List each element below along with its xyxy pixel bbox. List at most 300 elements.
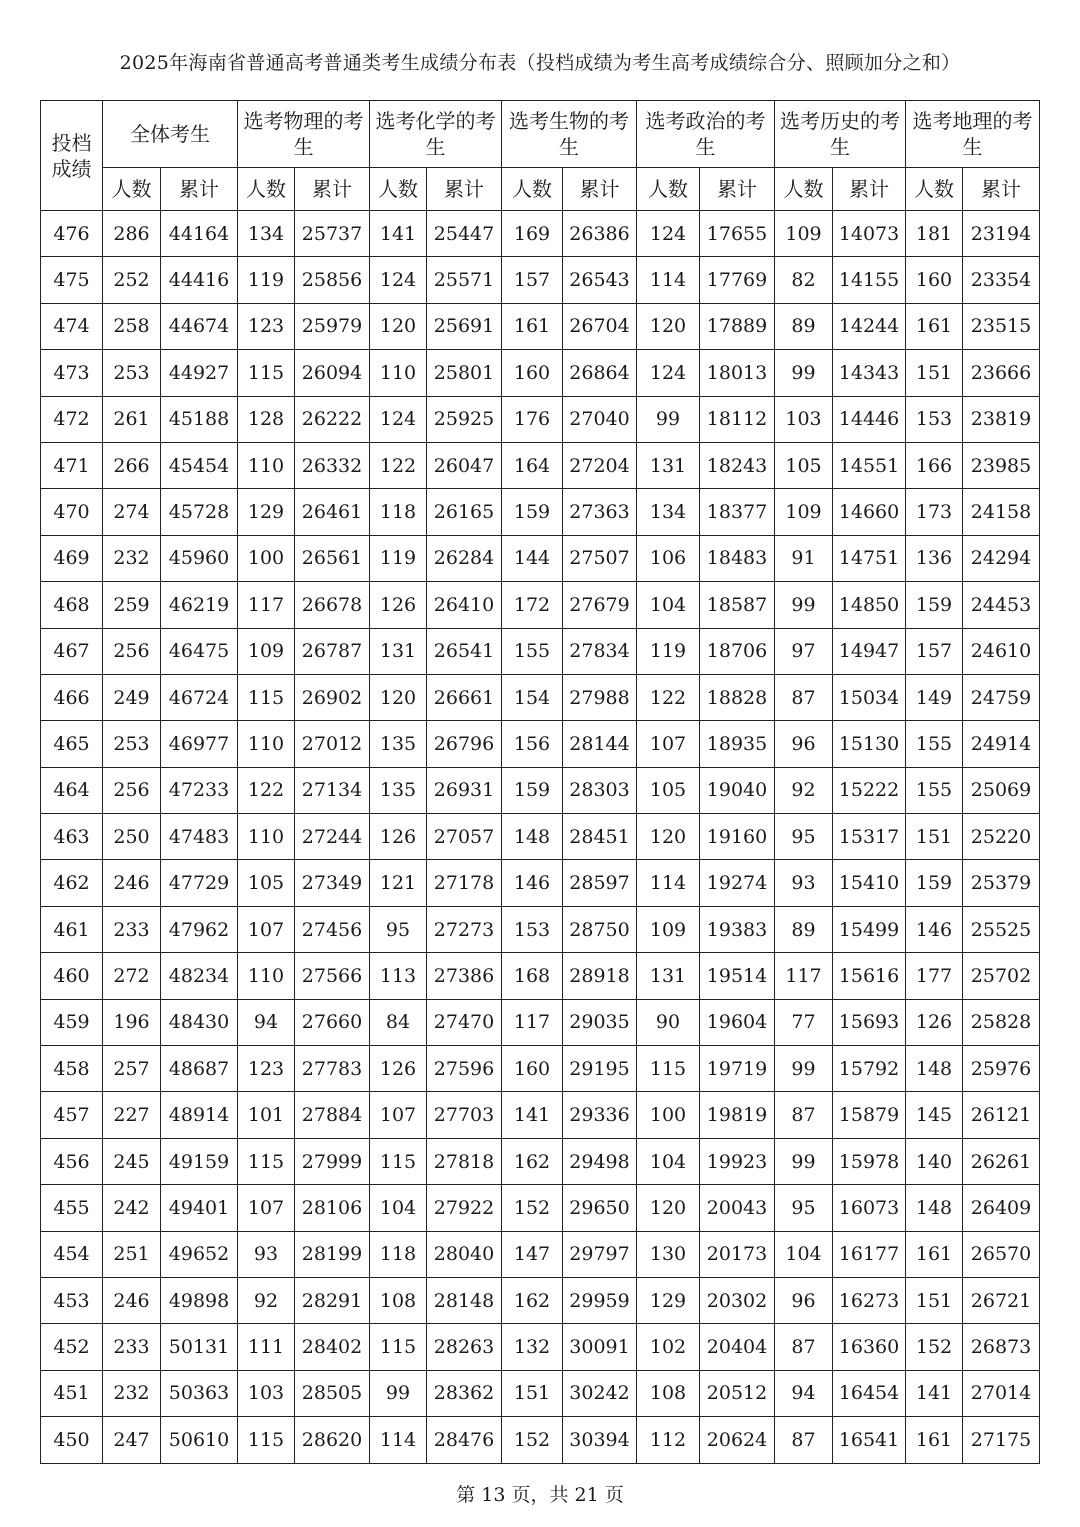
count-cell: 141 — [906, 1370, 963, 1416]
count-cell: 169 — [502, 211, 563, 257]
table-row — [41, 303, 1040, 349]
count-cell: 166 — [906, 442, 963, 488]
count-cell: 177 — [906, 953, 963, 999]
score-cell: 467 — [41, 628, 103, 674]
cumulative-cell: 19514 — [700, 953, 775, 999]
count-cell: 126 — [370, 582, 427, 628]
count-cell: 100 — [238, 535, 295, 581]
cumulative-cell: 27349 — [295, 860, 370, 906]
count-cell: 109 — [637, 906, 700, 952]
cumulative-cell: 47233 — [161, 767, 238, 813]
count-cell: 251 — [103, 1231, 161, 1277]
count-cell: 147 — [502, 1231, 563, 1277]
cumulative-cell: 26094 — [295, 350, 370, 396]
count-cell: 99 — [637, 396, 700, 442]
count-header: 人数 — [370, 168, 427, 211]
count-cell: 90 — [637, 999, 700, 1045]
count-cell: 246 — [103, 1277, 161, 1323]
count-cell: 245 — [103, 1138, 161, 1184]
cumulative-cell: 27057 — [427, 814, 502, 860]
table-row — [41, 582, 1040, 628]
count-cell: 99 — [775, 350, 833, 396]
table-row — [41, 860, 1040, 906]
cumulative-cell: 26121 — [963, 1092, 1040, 1138]
cumulative-cell: 24610 — [963, 628, 1040, 674]
count-header: 人数 — [502, 168, 563, 211]
count-cell: 160 — [906, 257, 963, 303]
count-cell: 148 — [906, 1185, 963, 1231]
cumulative-cell: 28144 — [563, 721, 637, 767]
group-header: 选考物理的考生 — [238, 101, 370, 168]
cumulative-cell: 25525 — [963, 906, 1040, 952]
cumulative-cell: 27988 — [563, 674, 637, 720]
count-cell: 92 — [238, 1277, 295, 1323]
count-cell: 110 — [370, 350, 427, 396]
count-cell: 104 — [370, 1185, 427, 1231]
cumulative-header: 累计 — [161, 168, 238, 211]
count-cell: 115 — [238, 674, 295, 720]
count-cell: 232 — [103, 535, 161, 581]
cumulative-cell: 18013 — [700, 350, 775, 396]
count-header: 人数 — [906, 168, 963, 211]
cumulative-cell: 20624 — [700, 1417, 775, 1463]
count-cell: 94 — [238, 999, 295, 1045]
cumulative-cell: 25828 — [963, 999, 1040, 1045]
cumulative-cell: 45188 — [161, 396, 238, 442]
cumulative-cell: 15792 — [833, 1046, 906, 1092]
score-cell: 454 — [41, 1231, 103, 1277]
document-title: 2025年海南省普通高考普通类考生成绩分布表（投档成绩为考生高考成绩综合分、照顾加分之和） — [119, 52, 961, 74]
count-cell: 114 — [637, 257, 700, 303]
count-header: 人数 — [637, 168, 700, 211]
score-header-label: 投档成绩 — [51, 130, 92, 181]
score-cell: 462 — [41, 860, 103, 906]
count-cell: 157 — [906, 628, 963, 674]
count-cell: 146 — [906, 906, 963, 952]
count-cell: 100 — [637, 1092, 700, 1138]
cumulative-cell: 14155 — [833, 257, 906, 303]
score-cell: 460 — [41, 953, 103, 999]
table-row — [41, 674, 1040, 720]
cumulative-cell: 26222 — [295, 396, 370, 442]
cumulative-cell: 18112 — [700, 396, 775, 442]
cumulative-cell: 26678 — [295, 582, 370, 628]
table-row — [41, 906, 1040, 952]
count-header: 人数 — [238, 168, 295, 211]
count-cell: 91 — [775, 535, 833, 581]
cumulative-cell: 49652 — [161, 1231, 238, 1277]
cumulative-cell: 26704 — [563, 303, 637, 349]
count-cell: 161 — [906, 1231, 963, 1277]
cumulative-cell: 29498 — [563, 1138, 637, 1184]
cumulative-cell: 14343 — [833, 350, 906, 396]
cumulative-cell: 26931 — [427, 767, 502, 813]
score-header — [41, 101, 103, 211]
count-cell: 105 — [775, 442, 833, 488]
count-cell: 135 — [370, 721, 427, 767]
count-cell: 112 — [637, 1417, 700, 1463]
cumulative-cell: 46475 — [161, 628, 238, 674]
count-cell: 95 — [775, 1185, 833, 1231]
score-cell: 463 — [41, 814, 103, 860]
count-cell: 84 — [370, 999, 427, 1045]
count-cell: 99 — [775, 582, 833, 628]
cumulative-cell: 27178 — [427, 860, 502, 906]
count-cell: 286 — [103, 211, 161, 257]
cumulative-cell: 15034 — [833, 674, 906, 720]
cumulative-cell: 49898 — [161, 1277, 238, 1323]
cumulative-cell: 25220 — [963, 814, 1040, 860]
count-cell: 114 — [637, 860, 700, 906]
count-cell: 151 — [906, 350, 963, 396]
count-cell: 115 — [238, 350, 295, 396]
count-header: 人数 — [103, 168, 161, 211]
count-cell: 227 — [103, 1092, 161, 1138]
cumulative-cell: 48687 — [161, 1046, 238, 1092]
cumulative-cell: 19819 — [700, 1092, 775, 1138]
cumulative-cell: 28476 — [427, 1417, 502, 1463]
count-cell: 99 — [370, 1370, 427, 1416]
count-cell: 131 — [637, 953, 700, 999]
cumulative-cell: 23985 — [963, 442, 1040, 488]
cumulative-cell: 20404 — [700, 1324, 775, 1370]
cumulative-cell: 27456 — [295, 906, 370, 952]
count-cell: 159 — [502, 489, 563, 535]
count-cell: 119 — [238, 257, 295, 303]
count-cell: 181 — [906, 211, 963, 257]
score-cell: 459 — [41, 999, 103, 1045]
count-cell: 140 — [906, 1138, 963, 1184]
count-cell: 121 — [370, 860, 427, 906]
cumulative-cell: 29195 — [563, 1046, 637, 1092]
table-row — [41, 1417, 1040, 1463]
cumulative-cell: 50131 — [161, 1324, 238, 1370]
count-cell: 233 — [103, 1324, 161, 1370]
cumulative-cell: 16273 — [833, 1277, 906, 1323]
count-cell: 122 — [238, 767, 295, 813]
cumulative-cell: 28597 — [563, 860, 637, 906]
cumulative-cell: 26284 — [427, 535, 502, 581]
score-cell: 456 — [41, 1138, 103, 1184]
count-cell: 129 — [637, 1277, 700, 1323]
count-cell: 114 — [370, 1417, 427, 1463]
cumulative-cell: 14551 — [833, 442, 906, 488]
count-cell: 77 — [775, 999, 833, 1045]
cumulative-cell: 26721 — [963, 1277, 1040, 1323]
cumulative-cell: 48234 — [161, 953, 238, 999]
count-cell: 120 — [637, 1185, 700, 1231]
cumulative-cell: 44927 — [161, 350, 238, 396]
cumulative-cell: 27507 — [563, 535, 637, 581]
count-cell: 164 — [502, 442, 563, 488]
cumulative-cell: 27363 — [563, 489, 637, 535]
cumulative-cell: 17889 — [700, 303, 775, 349]
group-header: 选考化学的考生 — [370, 101, 502, 168]
group-header: 选考历史的考生 — [775, 101, 906, 168]
count-cell: 141 — [502, 1092, 563, 1138]
cumulative-cell: 19923 — [700, 1138, 775, 1184]
count-cell: 111 — [238, 1324, 295, 1370]
cumulative-cell: 28750 — [563, 906, 637, 952]
count-cell: 93 — [238, 1231, 295, 1277]
cumulative-cell: 16360 — [833, 1324, 906, 1370]
cumulative-cell: 25925 — [427, 396, 502, 442]
page-number: 第 13 页，共 21 页 — [456, 1484, 624, 1506]
count-cell: 256 — [103, 628, 161, 674]
cumulative-cell: 46219 — [161, 582, 238, 628]
cumulative-cell: 14850 — [833, 582, 906, 628]
score-cell: 473 — [41, 350, 103, 396]
count-cell: 120 — [370, 303, 427, 349]
cumulative-cell: 26409 — [963, 1185, 1040, 1231]
score-cell: 472 — [41, 396, 103, 442]
count-cell: 258 — [103, 303, 161, 349]
cumulative-cell: 23354 — [963, 257, 1040, 303]
cumulative-cell: 26541 — [427, 628, 502, 674]
count-cell: 128 — [238, 396, 295, 442]
count-cell: 124 — [370, 396, 427, 442]
cumulative-cell: 15410 — [833, 860, 906, 906]
table-row — [41, 489, 1040, 535]
cumulative-cell: 24453 — [963, 582, 1040, 628]
count-cell: 89 — [775, 303, 833, 349]
cumulative-cell: 24158 — [963, 489, 1040, 535]
count-cell: 256 — [103, 767, 161, 813]
count-cell: 110 — [238, 953, 295, 999]
cumulative-cell: 25069 — [963, 767, 1040, 813]
count-cell: 141 — [370, 211, 427, 257]
cumulative-cell: 25447 — [427, 211, 502, 257]
table-row — [41, 1138, 1040, 1184]
cumulative-cell: 18935 — [700, 721, 775, 767]
cumulative-cell: 27014 — [963, 1370, 1040, 1416]
cumulative-cell: 27175 — [963, 1417, 1040, 1463]
count-cell: 110 — [238, 814, 295, 860]
group-header: 全体考生 — [103, 101, 238, 168]
score-cell: 455 — [41, 1185, 103, 1231]
count-cell: 115 — [370, 1138, 427, 1184]
count-cell: 149 — [906, 674, 963, 720]
score-cell: 453 — [41, 1277, 103, 1323]
table-row — [41, 396, 1040, 442]
cumulative-cell: 20302 — [700, 1277, 775, 1323]
cumulative-cell: 28620 — [295, 1417, 370, 1463]
cumulative-cell: 25979 — [295, 303, 370, 349]
count-cell: 274 — [103, 489, 161, 535]
cumulative-cell: 47729 — [161, 860, 238, 906]
count-cell: 152 — [502, 1185, 563, 1231]
table-row — [41, 1046, 1040, 1092]
count-cell: 87 — [775, 1092, 833, 1138]
count-cell: 124 — [637, 350, 700, 396]
cumulative-cell: 15317 — [833, 814, 906, 860]
count-cell: 104 — [637, 582, 700, 628]
cumulative-cell: 14446 — [833, 396, 906, 442]
count-cell: 162 — [502, 1138, 563, 1184]
cumulative-cell: 14073 — [833, 211, 906, 257]
cumulative-header: 累计 — [833, 168, 906, 211]
cumulative-cell: 26864 — [563, 350, 637, 396]
count-cell: 159 — [906, 860, 963, 906]
cumulative-header: 累计 — [295, 168, 370, 211]
count-cell: 146 — [502, 860, 563, 906]
cumulative-cell: 26410 — [427, 582, 502, 628]
count-cell: 266 — [103, 442, 161, 488]
group-header: 选考地理的考生 — [906, 101, 1040, 168]
score-cell: 457 — [41, 1092, 103, 1138]
cumulative-header: 累计 — [427, 168, 502, 211]
cumulative-cell: 44416 — [161, 257, 238, 303]
cumulative-cell: 23515 — [963, 303, 1040, 349]
cumulative-cell: 28106 — [295, 1185, 370, 1231]
count-cell: 122 — [370, 442, 427, 488]
cumulative-cell: 28040 — [427, 1231, 502, 1277]
count-cell: 103 — [775, 396, 833, 442]
cumulative-cell: 26902 — [295, 674, 370, 720]
cumulative-cell: 18706 — [700, 628, 775, 674]
cumulative-cell: 15499 — [833, 906, 906, 952]
table-row — [41, 350, 1040, 396]
score-cell: 452 — [41, 1324, 103, 1370]
cumulative-cell: 20043 — [700, 1185, 775, 1231]
table-row — [41, 814, 1040, 860]
cumulative-cell: 16541 — [833, 1417, 906, 1463]
cumulative-cell: 28291 — [295, 1277, 370, 1323]
count-cell: 118 — [370, 489, 427, 535]
cumulative-cell: 14660 — [833, 489, 906, 535]
count-cell: 161 — [502, 303, 563, 349]
count-cell: 129 — [238, 489, 295, 535]
count-cell: 124 — [370, 257, 427, 303]
cumulative-cell: 44674 — [161, 303, 238, 349]
count-cell: 161 — [906, 1417, 963, 1463]
count-cell: 154 — [502, 674, 563, 720]
cumulative-header: 累计 — [700, 168, 775, 211]
cumulative-cell: 46977 — [161, 721, 238, 767]
count-cell: 152 — [906, 1324, 963, 1370]
cumulative-cell: 24759 — [963, 674, 1040, 720]
cumulative-cell: 15978 — [833, 1138, 906, 1184]
count-cell: 126 — [370, 1046, 427, 1092]
cumulative-cell: 23666 — [963, 350, 1040, 396]
cumulative-cell: 25571 — [427, 257, 502, 303]
cumulative-cell: 47483 — [161, 814, 238, 860]
count-cell: 233 — [103, 906, 161, 952]
count-cell: 130 — [637, 1231, 700, 1277]
count-cell: 105 — [238, 860, 295, 906]
count-cell: 123 — [238, 1046, 295, 1092]
cumulative-cell: 26570 — [963, 1231, 1040, 1277]
count-cell: 253 — [103, 721, 161, 767]
count-cell: 107 — [238, 1185, 295, 1231]
cumulative-cell: 50363 — [161, 1370, 238, 1416]
cumulative-cell: 19274 — [700, 860, 775, 906]
cumulative-cell: 29797 — [563, 1231, 637, 1277]
score-cell: 474 — [41, 303, 103, 349]
count-cell: 196 — [103, 999, 161, 1045]
cumulative-cell: 28451 — [563, 814, 637, 860]
count-cell: 131 — [370, 628, 427, 674]
count-cell: 151 — [906, 814, 963, 860]
count-cell: 120 — [370, 674, 427, 720]
count-cell: 95 — [370, 906, 427, 952]
table-row — [41, 211, 1040, 257]
cumulative-cell: 20512 — [700, 1370, 775, 1416]
cumulative-cell: 27040 — [563, 396, 637, 442]
count-cell: 152 — [502, 1417, 563, 1463]
count-cell: 176 — [502, 396, 563, 442]
count-cell: 126 — [906, 999, 963, 1045]
table-row — [41, 1185, 1040, 1231]
score-distribution-table — [40, 100, 1040, 1464]
count-cell: 156 — [502, 721, 563, 767]
count-cell: 107 — [238, 906, 295, 952]
cumulative-cell: 25691 — [427, 303, 502, 349]
cumulative-cell: 19719 — [700, 1046, 775, 1092]
cumulative-cell: 27470 — [427, 999, 502, 1045]
cumulative-cell: 16454 — [833, 1370, 906, 1416]
cumulative-cell: 27818 — [427, 1138, 502, 1184]
count-cell: 115 — [238, 1417, 295, 1463]
cumulative-cell: 23194 — [963, 211, 1040, 257]
sub-header-row — [41, 168, 1040, 211]
cumulative-cell: 14751 — [833, 535, 906, 581]
score-cell: 476 — [41, 211, 103, 257]
cumulative-cell: 26461 — [295, 489, 370, 535]
count-cell: 123 — [238, 303, 295, 349]
cumulative-cell: 27012 — [295, 721, 370, 767]
cumulative-cell: 16073 — [833, 1185, 906, 1231]
cumulative-cell: 26873 — [963, 1324, 1040, 1370]
count-cell: 108 — [370, 1277, 427, 1323]
cumulative-cell: 26561 — [295, 535, 370, 581]
count-cell: 89 — [775, 906, 833, 952]
score-cell: 461 — [41, 906, 103, 952]
count-cell: 117 — [502, 999, 563, 1045]
cumulative-cell: 27703 — [427, 1092, 502, 1138]
count-cell: 249 — [103, 674, 161, 720]
cumulative-cell: 19383 — [700, 906, 775, 952]
count-cell: 110 — [238, 442, 295, 488]
count-cell: 131 — [637, 442, 700, 488]
cumulative-cell: 45960 — [161, 535, 238, 581]
cumulative-cell: 48430 — [161, 999, 238, 1045]
count-cell: 93 — [775, 860, 833, 906]
cumulative-cell: 15616 — [833, 953, 906, 999]
cumulative-cell: 45454 — [161, 442, 238, 488]
count-cell: 134 — [637, 489, 700, 535]
cumulative-cell: 25737 — [295, 211, 370, 257]
cumulative-cell: 45728 — [161, 489, 238, 535]
cumulative-cell: 27386 — [427, 953, 502, 999]
cumulative-cell: 28263 — [427, 1324, 502, 1370]
cumulative-cell: 27134 — [295, 767, 370, 813]
count-cell: 99 — [775, 1138, 833, 1184]
count-cell: 247 — [103, 1417, 161, 1463]
score-cell: 469 — [41, 535, 103, 581]
count-cell: 96 — [775, 1277, 833, 1323]
cumulative-cell: 27999 — [295, 1138, 370, 1184]
table-row — [41, 257, 1040, 303]
cumulative-cell: 27834 — [563, 628, 637, 674]
score-cell: 471 — [41, 442, 103, 488]
cumulative-cell: 29035 — [563, 999, 637, 1045]
count-cell: 115 — [370, 1324, 427, 1370]
cumulative-cell: 30091 — [563, 1324, 637, 1370]
cumulative-cell: 24914 — [963, 721, 1040, 767]
count-cell: 108 — [637, 1370, 700, 1416]
count-cell: 120 — [637, 303, 700, 349]
